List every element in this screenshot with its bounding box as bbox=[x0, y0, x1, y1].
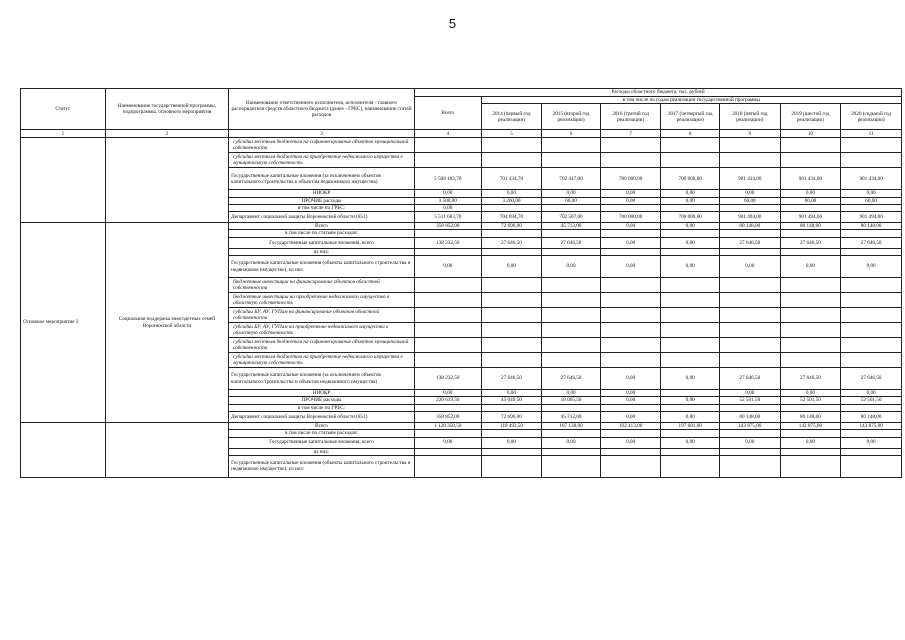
value-cell bbox=[542, 455, 601, 477]
value-cell: 700 000,00 bbox=[661, 212, 720, 223]
column-number: 3 bbox=[229, 130, 415, 138]
status-cell: Основное мероприятие 3 bbox=[21, 223, 106, 423]
value-cell: 0,00 bbox=[661, 197, 720, 204]
value-cell bbox=[600, 138, 661, 153]
row-label: из них: bbox=[229, 448, 415, 455]
value-cell bbox=[661, 230, 720, 237]
value-cell bbox=[720, 138, 781, 153]
value-cell bbox=[600, 230, 661, 237]
header-year: 2018 (пятый год реализации) bbox=[720, 104, 781, 130]
value-cell: 901 434,00 bbox=[780, 168, 841, 190]
header-year: 2014 (первый год реализации) bbox=[481, 104, 542, 130]
value-cell: 60,00 bbox=[841, 197, 902, 204]
column-number: 10 bbox=[780, 130, 841, 138]
value-cell bbox=[841, 293, 902, 308]
value-cell bbox=[780, 430, 841, 437]
table-header bbox=[21, 89, 902, 138]
value-cell: 119 493,50 bbox=[481, 422, 542, 429]
value-cell bbox=[720, 448, 781, 455]
table-row bbox=[21, 223, 902, 230]
program-name-cell bbox=[105, 138, 228, 223]
value-cell bbox=[720, 455, 781, 477]
value-cell: 45 713,00 bbox=[542, 223, 601, 230]
row-label: Государственные капитальные вложения (объекты капитального строительства и недвижимое имущество), из них: bbox=[229, 455, 415, 477]
value-cell bbox=[414, 323, 481, 338]
value-cell bbox=[661, 390, 720, 397]
row-label: бюджетные инвестиции на приобретение недвижимого имущества в областную собственность bbox=[229, 293, 415, 308]
value-cell bbox=[661, 248, 720, 255]
row-label: Всего bbox=[229, 422, 415, 429]
value-cell: 60,00 bbox=[542, 197, 601, 204]
value-cell bbox=[542, 230, 601, 237]
value-cell bbox=[780, 248, 841, 255]
value-cell bbox=[481, 404, 542, 411]
row-label: субсидии БУ, АУ, ГУПам на приобретение недвижимого имущества в областную собственность bbox=[229, 323, 415, 338]
header-year: 2017 (четвертый год реализации) bbox=[661, 104, 720, 130]
value-cell: 52 501,50 bbox=[720, 397, 781, 404]
status-cell bbox=[21, 138, 106, 223]
value-cell bbox=[414, 404, 481, 411]
value-cell: 0,00 bbox=[661, 237, 720, 248]
value-cell bbox=[780, 455, 841, 477]
value-cell bbox=[841, 323, 902, 338]
value-cell bbox=[481, 308, 542, 323]
value-cell bbox=[841, 404, 902, 411]
row-label: Государственные капитальные вложения (за исключением объектов капитального строительства и объектов недвижимого имущества) bbox=[229, 368, 415, 390]
value-cell bbox=[600, 338, 661, 353]
column-number: 2 bbox=[105, 130, 228, 138]
value-cell bbox=[661, 138, 720, 153]
header-year: 2016 (третий год реализации) bbox=[600, 104, 661, 130]
row-label: Департамент социальной защиты Воронежской области (851) bbox=[229, 212, 415, 223]
value-cell: 0,00 bbox=[414, 190, 481, 197]
value-cell bbox=[720, 153, 781, 168]
value-cell bbox=[780, 338, 841, 353]
column-number: 1 bbox=[21, 130, 106, 138]
column-number: 5 bbox=[481, 130, 542, 138]
value-cell: 197 681,00 bbox=[661, 422, 720, 429]
value-cell bbox=[481, 323, 542, 338]
value-cell: 0,00 bbox=[600, 368, 661, 390]
row-label: субсидии местным бюджетам на приобретение недвижимого имущества в муниципальную собственность bbox=[229, 153, 415, 168]
value-cell bbox=[661, 153, 720, 168]
value-cell: 0,00 bbox=[600, 397, 661, 404]
value-cell bbox=[600, 153, 661, 168]
row-label: Всего bbox=[229, 223, 415, 230]
column-number: 9 bbox=[720, 130, 781, 138]
value-cell: 72 696,00 bbox=[481, 223, 542, 230]
value-cell bbox=[780, 293, 841, 308]
value-cell bbox=[600, 455, 661, 477]
value-cell bbox=[600, 323, 661, 338]
value-cell bbox=[841, 338, 902, 353]
value-cell: 0,00 bbox=[481, 437, 542, 448]
value-cell bbox=[542, 404, 601, 411]
value-cell bbox=[600, 248, 661, 255]
value-cell bbox=[780, 278, 841, 293]
value-cell bbox=[600, 448, 661, 455]
value-cell bbox=[841, 430, 902, 437]
value-cell bbox=[542, 308, 601, 323]
value-cell bbox=[780, 448, 841, 455]
value-cell bbox=[600, 278, 661, 293]
value-cell bbox=[481, 204, 542, 211]
row-label: субсидии местным бюджетам на софинансирование объектов муниципальной собственности bbox=[229, 338, 415, 353]
value-cell: 72 696,00 bbox=[481, 411, 542, 422]
value-cell bbox=[841, 455, 902, 477]
value-cell: 80 148,00 bbox=[720, 223, 781, 230]
value-cell: 0,00 bbox=[481, 256, 542, 278]
header-executor-name: Наименование ответственного исполнителя, исполнителя - главного распорядителя средств областного бюджета (далее - ГРБС), наименование статей расходов bbox=[229, 89, 415, 130]
value-cell: 0,00 bbox=[661, 256, 720, 278]
value-cell bbox=[600, 293, 661, 308]
value-cell: 0,00 bbox=[542, 437, 601, 448]
column-number: 7 bbox=[600, 130, 661, 138]
value-cell: 143 875,00 bbox=[841, 422, 902, 429]
row-label: Государственные капитальные вложения (за исключением объектов капитального строительства к объектам недвижимого имущества) bbox=[229, 168, 415, 190]
value-cell bbox=[841, 153, 902, 168]
value-cell: 45 049,50 bbox=[481, 397, 542, 404]
program-name-cell: Социальная поддержка многодетных семей Воронежской области bbox=[105, 223, 228, 423]
value-cell: 27 646,50 bbox=[780, 368, 841, 390]
column-number: 4 bbox=[414, 130, 481, 138]
value-cell: 0,00 bbox=[720, 437, 781, 448]
value-cell bbox=[720, 248, 781, 255]
value-cell bbox=[841, 353, 902, 368]
row-label: из них: bbox=[229, 248, 415, 255]
value-cell: 0,00 bbox=[414, 204, 481, 211]
value-cell: 0,00 bbox=[720, 190, 781, 197]
row-label: НИОКР bbox=[229, 390, 415, 397]
value-cell: 80 148,00 bbox=[720, 411, 781, 422]
value-cell: 0,00 bbox=[481, 390, 542, 397]
value-cell: 3 500,00 bbox=[414, 197, 481, 204]
value-cell: 220 619,50 bbox=[414, 397, 481, 404]
value-cell: 901 434,00 bbox=[841, 168, 902, 190]
value-cell bbox=[841, 308, 902, 323]
value-cell bbox=[481, 278, 542, 293]
value-cell: 27 646,50 bbox=[481, 237, 542, 248]
value-cell: 52 501,50 bbox=[780, 397, 841, 404]
header-total: Всего bbox=[414, 97, 481, 130]
row-label: в том числе по ГРБС: bbox=[229, 404, 415, 411]
value-cell bbox=[414, 230, 481, 237]
row-label: в том числе по статьям расходов: bbox=[229, 430, 415, 437]
value-cell: 0,00 bbox=[841, 390, 902, 397]
value-cell: 143 875,00 bbox=[720, 422, 781, 429]
value-cell bbox=[661, 353, 720, 368]
value-cell: 27 646,50 bbox=[841, 368, 902, 390]
value-cell bbox=[481, 430, 542, 437]
value-cell bbox=[661, 455, 720, 477]
header-by-years: в том числе по годам реализации государственной программы bbox=[481, 97, 901, 104]
row-label: Департамент социальной защиты Воронежской области (851) bbox=[229, 411, 415, 422]
value-cell bbox=[414, 293, 481, 308]
value-cell: 0,00 bbox=[841, 190, 902, 197]
value-cell: 52 501,50 bbox=[841, 397, 902, 404]
value-cell: 143 875,00 bbox=[780, 422, 841, 429]
value-cell bbox=[542, 204, 601, 211]
value-cell: 0,00 bbox=[600, 190, 661, 197]
value-cell bbox=[720, 323, 781, 338]
value-cell: 0,00 bbox=[661, 190, 720, 197]
value-cell bbox=[720, 278, 781, 293]
value-cell: 0,00 bbox=[780, 256, 841, 278]
value-cell: 0,00 bbox=[720, 390, 781, 397]
value-cell bbox=[414, 455, 481, 477]
value-cell: 0,00 bbox=[600, 390, 661, 397]
value-cell: 901 494,00 bbox=[720, 212, 781, 223]
value-cell: 0,00 bbox=[780, 190, 841, 197]
value-cell: 1 128 350,50 bbox=[414, 422, 481, 429]
row-label: Государственные капитальные вложения (объекты капитального строительства и недвижимое имущество), из них bbox=[229, 256, 415, 278]
value-cell: 3 260,00 bbox=[481, 197, 542, 204]
value-cell: 0,00 bbox=[414, 437, 481, 448]
value-cell bbox=[720, 293, 781, 308]
header-year: 2019 (шестой год реализации) bbox=[780, 104, 841, 130]
value-cell bbox=[414, 308, 481, 323]
row-label: субсидии местным бюджетам на приобретение недвижимого имущества в муниципальную собственность bbox=[229, 353, 415, 368]
value-cell: 0,00 bbox=[600, 256, 661, 278]
value-cell: 0,00 bbox=[841, 437, 902, 448]
value-cell bbox=[661, 404, 720, 411]
row-label: в том числе по статьям расходов: bbox=[229, 230, 415, 237]
value-cell: 0,00 bbox=[600, 197, 661, 204]
value-cell: 0,00 bbox=[661, 223, 720, 230]
value-cell: 80 148,00 bbox=[780, 223, 841, 230]
value-cell: 27 646,50 bbox=[720, 368, 781, 390]
value-cell bbox=[600, 308, 661, 323]
value-cell bbox=[542, 278, 601, 293]
value-cell bbox=[661, 308, 720, 323]
header-program-name: Наименование государственной программы, подпрограммы, основного мероприятия bbox=[105, 89, 228, 130]
value-cell bbox=[841, 248, 902, 255]
value-cell bbox=[720, 404, 781, 411]
value-cell: 700 000,00 bbox=[600, 168, 661, 190]
value-cell bbox=[661, 293, 720, 308]
value-cell: 27 646,50 bbox=[481, 368, 542, 390]
value-cell: 138 232,50 bbox=[414, 368, 481, 390]
value-cell bbox=[841, 448, 902, 455]
value-cell: 192 413,00 bbox=[600, 422, 661, 429]
value-cell: 18 065,50 bbox=[542, 397, 601, 404]
value-cell bbox=[780, 204, 841, 211]
value-cell bbox=[414, 338, 481, 353]
value-cell bbox=[661, 338, 720, 353]
value-cell bbox=[414, 153, 481, 168]
value-cell bbox=[414, 248, 481, 255]
value-cell bbox=[481, 153, 542, 168]
value-cell: 0,00 bbox=[780, 437, 841, 448]
value-cell bbox=[720, 204, 781, 211]
value-cell: 0,00 bbox=[414, 390, 481, 397]
value-cell: 45 712,00 bbox=[542, 411, 601, 422]
value-cell bbox=[841, 230, 902, 237]
row-label: Государственные капитальные вложения, всего bbox=[229, 237, 415, 248]
value-cell: 901 494,00 bbox=[780, 212, 841, 223]
header-year: 2020 (седьмой год реализации) bbox=[841, 104, 902, 130]
value-cell: 701 434,70 bbox=[481, 168, 542, 190]
value-cell: 702 507,00 bbox=[542, 212, 601, 223]
value-cell bbox=[481, 293, 542, 308]
value-cell bbox=[542, 323, 601, 338]
value-cell bbox=[414, 430, 481, 437]
value-cell bbox=[542, 293, 601, 308]
value-cell: 358 852,00 bbox=[414, 223, 481, 230]
value-cell bbox=[661, 448, 720, 455]
column-number: 8 bbox=[661, 130, 720, 138]
value-cell: 0,00 bbox=[414, 256, 481, 278]
value-cell: 0,00 bbox=[600, 437, 661, 448]
program-name-cell bbox=[105, 422, 228, 477]
value-cell bbox=[481, 230, 542, 237]
value-cell: 0,00 bbox=[780, 390, 841, 397]
value-cell: 27 646,50 bbox=[780, 237, 841, 248]
value-cell: 27 646,50 bbox=[841, 237, 902, 248]
value-cell: 0,00 bbox=[542, 256, 601, 278]
value-cell: 0,00 bbox=[600, 237, 661, 248]
value-cell bbox=[542, 138, 601, 153]
value-cell: 0,00 bbox=[600, 411, 661, 422]
value-cell: 0,00 bbox=[841, 256, 902, 278]
value-cell bbox=[542, 338, 601, 353]
value-cell bbox=[720, 230, 781, 237]
value-cell bbox=[661, 278, 720, 293]
row-label: субсидии БУ, АУ, ГУПам на финансирование объектов областной собственности bbox=[229, 308, 415, 323]
value-cell bbox=[780, 353, 841, 368]
value-cell bbox=[720, 308, 781, 323]
value-cell bbox=[780, 153, 841, 168]
value-cell: 60,00 bbox=[780, 197, 841, 204]
value-cell bbox=[780, 138, 841, 153]
table-row bbox=[21, 422, 902, 429]
value-cell bbox=[542, 448, 601, 455]
value-cell bbox=[481, 338, 542, 353]
row-label: Государственные капитальные вложения, всего bbox=[229, 437, 415, 448]
column-number: 11 bbox=[841, 130, 902, 138]
value-cell bbox=[481, 138, 542, 153]
value-cell: 5 511 683,70 bbox=[414, 212, 481, 223]
header-status: Статус bbox=[21, 89, 106, 130]
value-cell: 27 646,50 bbox=[542, 237, 601, 248]
value-cell: 0,00 bbox=[600, 223, 661, 230]
value-cell bbox=[780, 404, 841, 411]
value-cell bbox=[481, 455, 542, 477]
page-number: 5 bbox=[448, 16, 457, 31]
value-cell bbox=[841, 278, 902, 293]
value-cell: 80 148,00 bbox=[841, 411, 902, 422]
value-cell: 138 232,50 bbox=[414, 237, 481, 248]
value-cell bbox=[720, 338, 781, 353]
value-cell: 0,00 bbox=[661, 368, 720, 390]
value-cell: 0,00 bbox=[661, 437, 720, 448]
value-cell: 27 646,50 bbox=[542, 368, 601, 390]
value-cell bbox=[841, 204, 902, 211]
value-cell bbox=[542, 430, 601, 437]
value-cell bbox=[661, 204, 720, 211]
value-cell bbox=[841, 138, 902, 153]
value-cell bbox=[600, 404, 661, 411]
row-label: бюджетные инвестиции на финансирование объектов областной собственности bbox=[229, 278, 415, 293]
row-label: ПРОЧИЕ расходы bbox=[229, 397, 415, 404]
value-cell: 0,00 bbox=[481, 190, 542, 197]
value-cell bbox=[600, 353, 661, 368]
value-cell bbox=[481, 353, 542, 368]
value-cell bbox=[720, 430, 781, 437]
value-cell bbox=[481, 448, 542, 455]
value-cell bbox=[414, 448, 481, 455]
value-cell: 0,00 bbox=[661, 411, 720, 422]
value-cell: 0,00 bbox=[720, 256, 781, 278]
value-cell: 0,00 bbox=[542, 390, 601, 397]
value-cell bbox=[414, 278, 481, 293]
value-cell: 187 138,00 bbox=[542, 422, 601, 429]
value-cell: 702 447,00 bbox=[542, 168, 601, 190]
value-cell: 60,00 bbox=[720, 197, 781, 204]
value-cell bbox=[600, 430, 661, 437]
value-cell bbox=[661, 430, 720, 437]
value-cell bbox=[661, 323, 720, 338]
header-year: 2015 (второй год реализации) bbox=[542, 104, 601, 130]
row-label: НИОКР bbox=[229, 190, 415, 197]
value-cell bbox=[542, 353, 601, 368]
value-cell bbox=[542, 153, 601, 168]
budget-table bbox=[20, 88, 902, 478]
value-cell bbox=[542, 248, 601, 255]
value-cell: 704 694,70 bbox=[481, 212, 542, 223]
row-label: в том числе по ГРБС: bbox=[229, 204, 415, 211]
status-cell bbox=[21, 422, 106, 477]
value-cell bbox=[600, 204, 661, 211]
value-cell: 901 434,00 bbox=[720, 168, 781, 190]
table-row bbox=[21, 138, 902, 153]
row-label: ПРОЧИЕ расходы bbox=[229, 197, 415, 204]
column-number: 6 bbox=[542, 130, 601, 138]
value-cell bbox=[414, 138, 481, 153]
value-cell: 0,00 bbox=[661, 397, 720, 404]
row-label: субсидии местным бюджетам на софинансирование объектов муниципальной собственности bbox=[229, 138, 415, 153]
value-cell bbox=[414, 353, 481, 368]
value-cell: 358 852,00 bbox=[414, 411, 481, 422]
value-cell bbox=[780, 230, 841, 237]
value-cell: 700 000,00 bbox=[661, 168, 720, 190]
value-cell: 0,00 bbox=[542, 190, 601, 197]
value-cell bbox=[720, 353, 781, 368]
value-cell bbox=[780, 308, 841, 323]
value-cell bbox=[481, 248, 542, 255]
value-cell: 5 508 183,70 bbox=[414, 168, 481, 190]
value-cell bbox=[780, 323, 841, 338]
value-cell: 901 494,00 bbox=[841, 212, 902, 223]
header-expenses-title: Расходы областного бюджета, тыс. рублей bbox=[414, 89, 901, 97]
value-cell: 80 148,00 bbox=[841, 223, 902, 230]
value-cell: 700 000,00 bbox=[600, 212, 661, 223]
value-cell: 27 646,50 bbox=[720, 237, 781, 248]
value-cell: 80 148,00 bbox=[780, 411, 841, 422]
